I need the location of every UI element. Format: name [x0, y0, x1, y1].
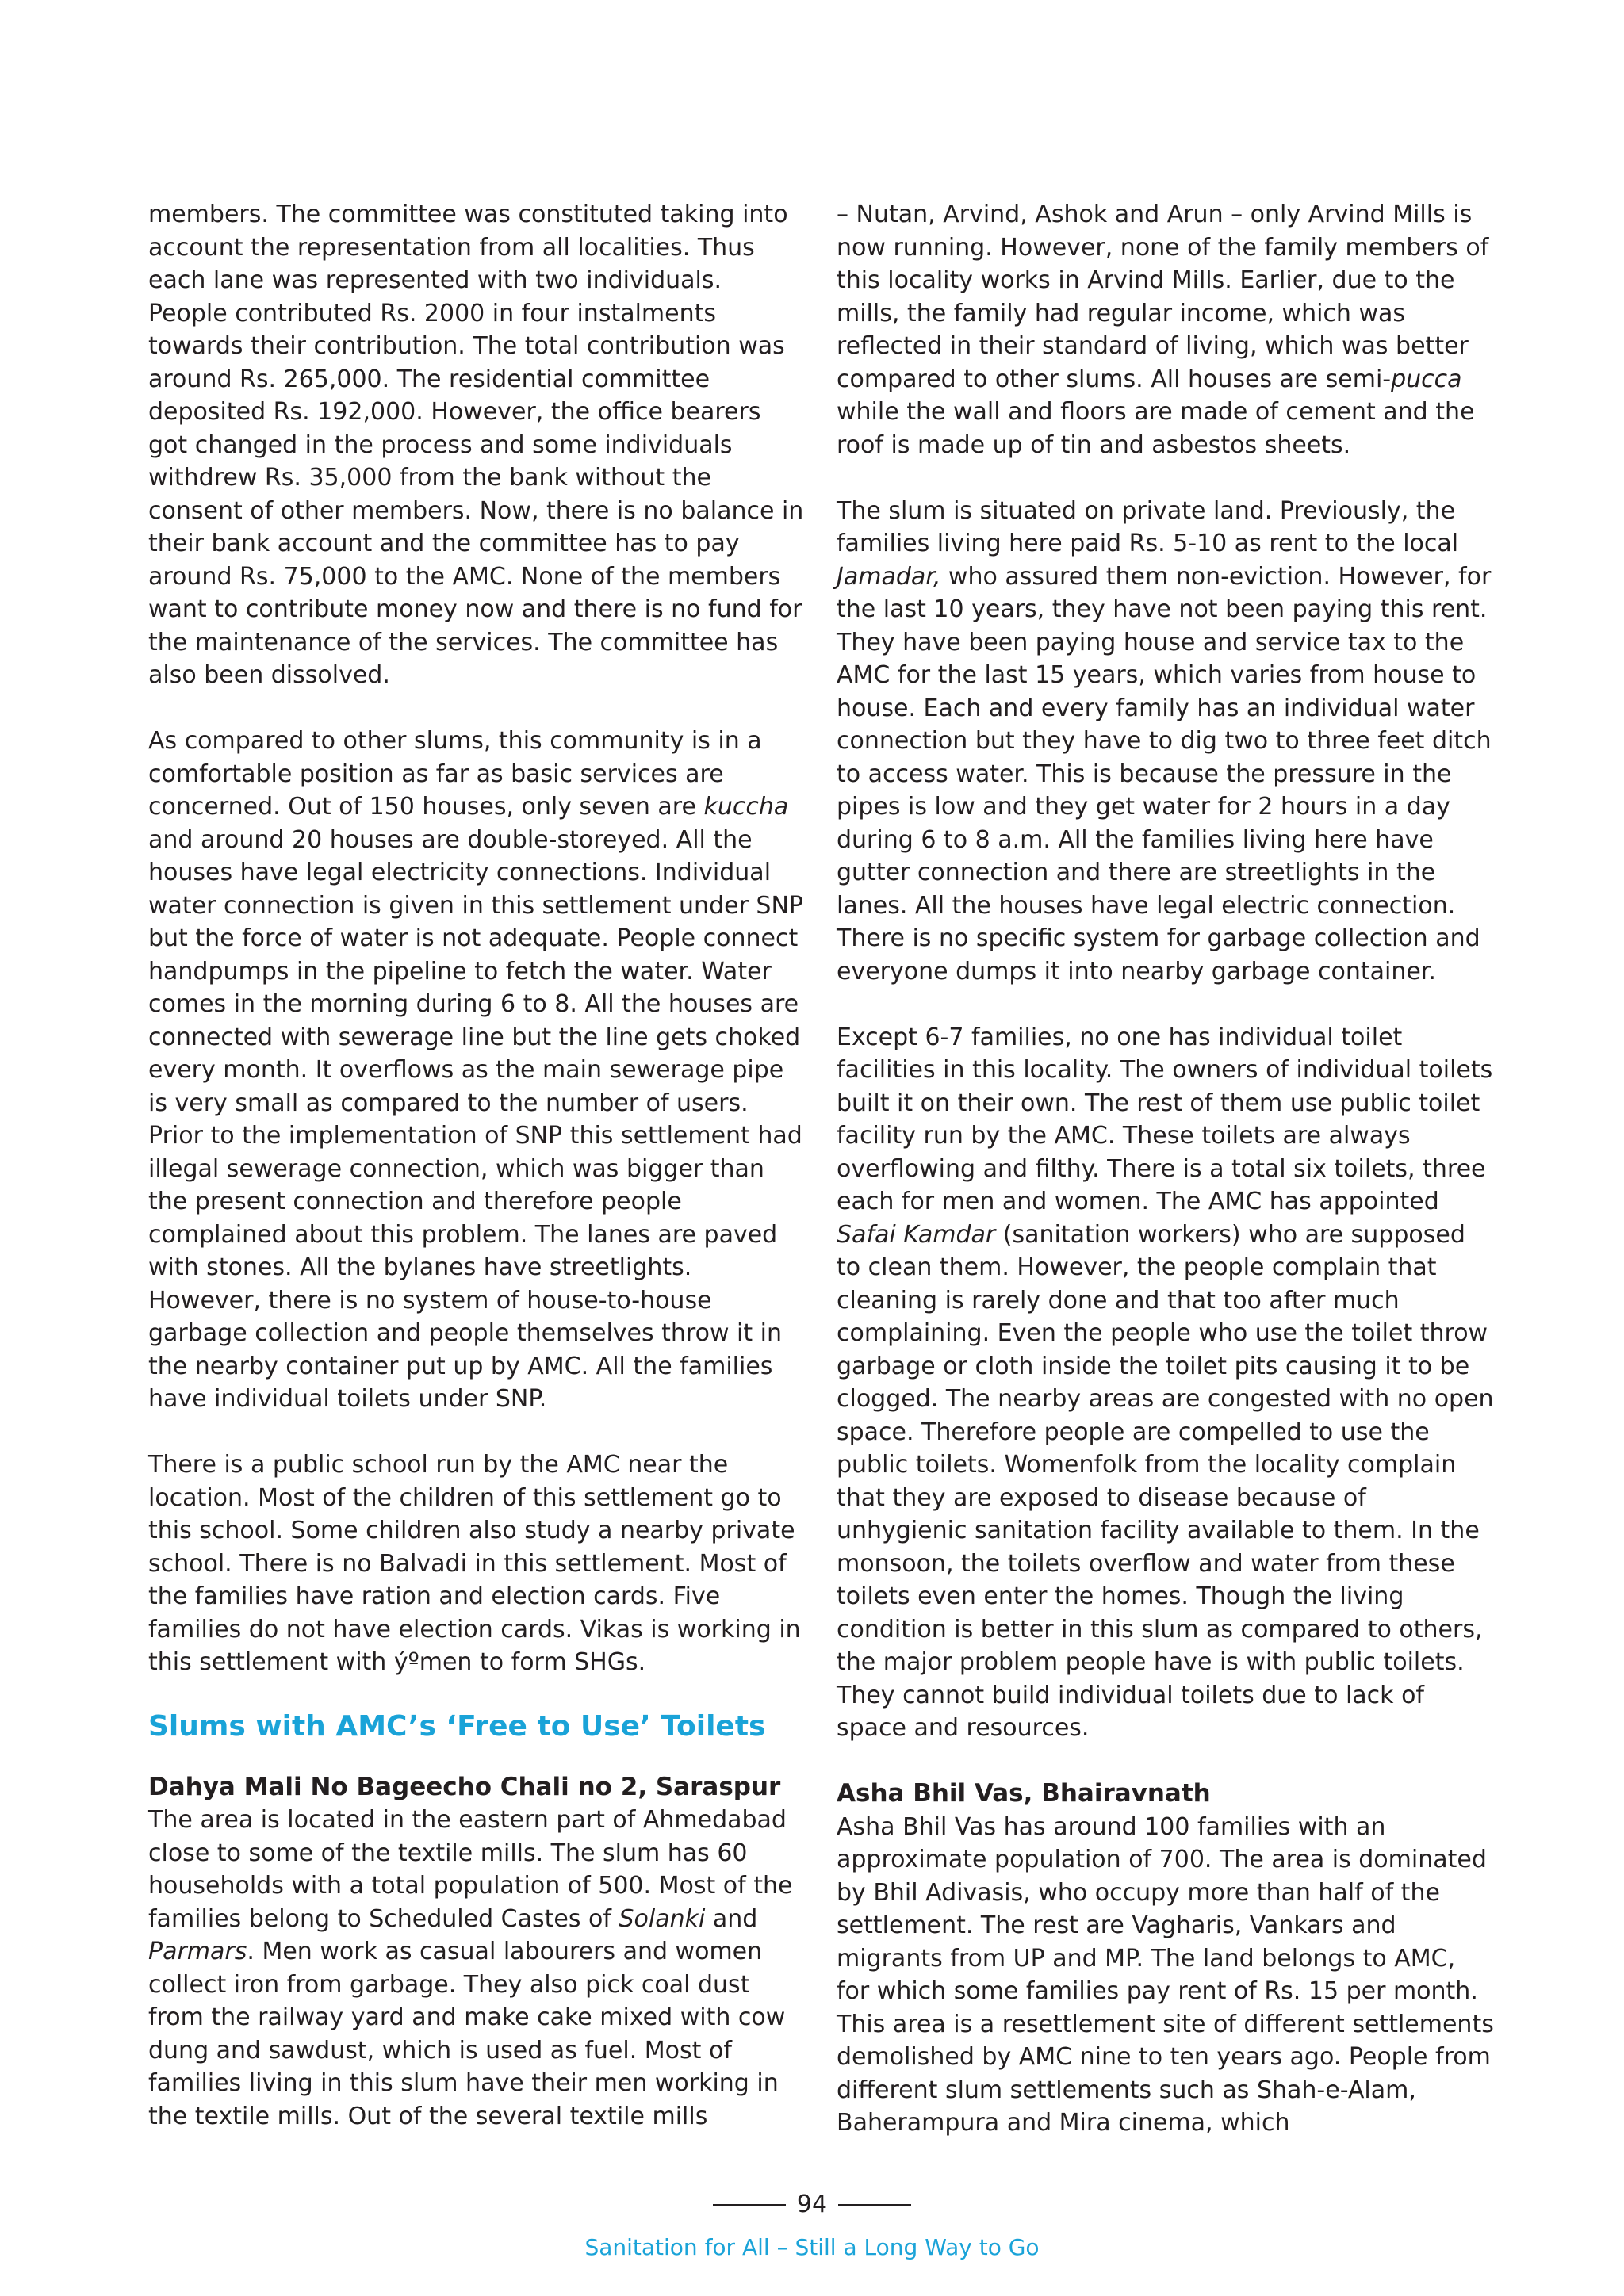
text-run: The area is located in the eastern part of Ahmedabad close to some of the textile mills. The slum has 60 households with a total population of 500. Most of the families belong to Scheduled Castes of [148, 1806, 793, 1933]
paragraph [837, 1021, 1495, 1745]
paragraph [837, 1811, 1495, 2140]
paragraph [837, 495, 1495, 989]
text-run: and around 20 houses are double-storeyed. All the houses have legal electricity connections. Individual water connection is given in this settlement under SNP but the force of water is not adequate. People connect handpumps in the pipeline to fetch the water. Water comes in the morning during 6 to 8. All the houses are connected with sewerage line but the line gets choked every month. It overflows as the main sewerage pipe is very small as compared to the number of users. Prior to the implementation of SNP this settlement had illegal sewerage connection, which was bigger than the present connection and therefore people complained about this problem. The lanes are paved with stones. All the bylanes have streetlights. However, there is no system of house-to-house garbage collection and people themselves throw it in the nearby container put up by AMC. All the families have individual toilets under SNP. [148, 825, 804, 1413]
text-run: who assured them non-eviction. However, for the last 10 years, they have not been paying this rent. They have been paying house and service tax to the AMC for the last 15 years, which varies from house to house. Each and every family has an individual water connection but they have to dig two to three feet ditch to access water. This is because the pressure in the pipes is low and they get water for 2 hours in a day during 6 to 8 a.m. All the families living here have gutter connection and there are streetlights in the lanes. All the houses have legal electric connection. There is no specific system for garbage collection and everyone dumps it into nearby garbage container. [837, 562, 1492, 985]
paragraph [837, 198, 1495, 461]
text-run: (sanitation workers) who are supposed to clean them. However, the people complain that cleaning is rarely done and that too after much complaining. Even the people who use the toilet throw garbage or cloth inside the toilet pits causing it to be clogged. The nearby areas are congested with no open space. Therefore people are compelled to use the public toilets. Womenfolk from the locality complain that they are exposed to disease because of unhygienic sanitation facility available to them. In the monsoon, the toilets overflow and water from these toilets even enter the homes. Though the living condition is better in this slum as compared to others, the major problem people have is with public toilets. They cannot build individual toilets due to lack of space and resources. [837, 1220, 1494, 1742]
divider [838, 2204, 911, 2206]
text-run: while the wall and floors are made of cement and the roof is made up of tin and asbestos sheets. [837, 398, 1475, 459]
text-run: As compared to other slums, this community is in a comfortable position as far as basic services are concerned. Out of 150 houses, only seven are [148, 727, 762, 821]
subsection-heading: Asha Bhil Vas, Bhairavnath [837, 1779, 1211, 1808]
divider [713, 2204, 786, 2206]
text-run: and [705, 1904, 758, 1933]
right-column [837, 198, 1495, 2140]
paragraph [148, 725, 806, 1416]
italic-text: Safai Kamdar [837, 1220, 996, 1249]
paragraph [148, 1448, 806, 1679]
footer-tagline: Sanitation for All – Still a Long Way to Go [584, 2234, 1040, 2260]
page-number: 94 [796, 2191, 828, 2218]
text-run: members. The committee was constituted taking into account the representation from all localities. Thus each lane was represented with two individuals. People contributed Rs. 2000 in four instalments towards their contribution. The total contribution was around Rs. 265,000. The residential committee deposited Rs. 192,000. However, the office bearers got changed in the process and some individuals withdrew Rs. 35,000 from the bank without the consent of other members. Now, there is no balance in their bank account and the committee has to pay around Rs. 75,000 to the AMC. None of the members want to contribute money now and there is no fund for the maintenance of the services. The committee has also been dissolved. [148, 201, 804, 689]
paragraph [148, 1804, 806, 2133]
text-run: . Men work as casual labourers and women collect iron from garbage. They also pick coal dust from the railway yard and make cake mixed with cow dung and sawdust, which is used as fuel. Most of families living in this slum have their men working in the textile mills. Out of the several textile mills [148, 1938, 786, 2130]
paragraph [148, 198, 806, 692]
spacer [837, 1745, 1495, 1778]
italic-text: Solanki [619, 1904, 706, 1933]
text-run: The slum is situated on private land. Previously, the families living here paid Rs. 5-10 as rent to the local [837, 496, 1459, 557]
left-column [148, 198, 806, 2133]
page-number-row [0, 2191, 1624, 2219]
text-run: Except 6-7 families, no one has individual toilet facilities in this locality. The owners of individual toilets built it on their own. The rest of them use public toilet facility run by the AMC. These toilets are always overflowing and filthy. There is a total six toilets, three each for men and women. The AMC has appointed [837, 1023, 1493, 1215]
subsection-heading: Dahya Mali No Bageecho Chali no 2, Saraspur [148, 1772, 781, 1801]
text-run: Asha Bhil Vas has around 100 families with an approximate population of 700. The area is dominated by Bhil Adivasis, who occupy more than half of the settlement. The rest are Vagharis, Vankars and migrants from UP and MP. The land belongs to AMC, for which some families pay rent of Rs. 15 per month. This area is a resettlement site of different settlements demolished by AMC nine to ten years ago. People from different slum settlements such as Shah-e-Alam, Baherampura and Mira cinema, which [837, 1812, 1494, 2137]
section-heading: Slums with AMC’s ‘Free to Use’ Toilets [148, 1709, 766, 1743]
text-run: – Nutan, Arvind, Ashok and Arun – only Arvind Mills is now running. However, none of the family members of this locality works in Arvind Mills. Earlier, due to the mills, the family had regular income, which was reflected in their standard of living, which was better compared to other slums. All houses are semi- [837, 201, 1489, 393]
italic-text: pucca [1391, 365, 1462, 393]
italic-text: kuccha [703, 793, 789, 821]
text-run: There is a public school run by the AMC near the location. Most of the children of this settlement go to this school. Some children also study a nearby private school. There is no Balvadi in this settlement. Most of the families have ration and election cards. Five families do not have election cards. Vikas is working in this settlement with ýºmen to form SHGs. [148, 1451, 801, 1676]
italic-text: Parmars [148, 1938, 247, 1965]
italic-text: Jamadar, [837, 562, 941, 591]
